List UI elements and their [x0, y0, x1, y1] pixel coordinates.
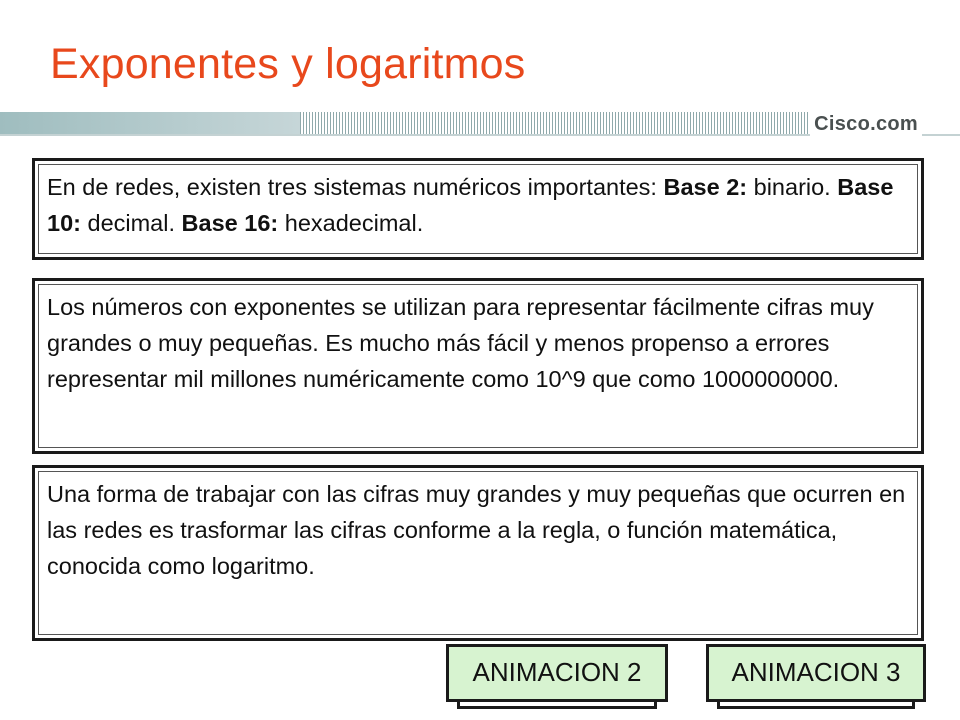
animacion-2-button[interactable]: ANIMACION 2	[446, 644, 668, 702]
number-systems-box	[32, 158, 924, 260]
base2-label: Base 2:	[663, 174, 748, 200]
number-systems-text	[38, 164, 918, 254]
header-band-solid	[0, 112, 300, 136]
base16-label: Base 16:	[181, 210, 279, 236]
header-band	[0, 112, 960, 136]
number-systems-intro: En de redes, existen tres sistemas numéricos importantes:	[47, 174, 664, 200]
base10-text: decimal.	[80, 210, 182, 236]
exponents-box	[32, 278, 924, 454]
animacion-3-button[interactable]: ANIMACION 3	[706, 644, 926, 702]
cisco-logo: Cisco.com	[810, 112, 922, 136]
logarithm-text: Una forma de trabajar con las cifras muy grandes y muy pequeñas que ocurren en las redes es trasformar las cifras conforme a la regla, o función matemática, conocida como logaritmo.	[38, 471, 918, 635]
base10-label: Base 10:	[47, 174, 894, 236]
slide-title: Exponentes y logaritmos	[50, 40, 526, 88]
base2-text: binario.	[747, 174, 838, 200]
logarithm-box	[32, 465, 924, 641]
header-band-stripes	[300, 112, 810, 136]
exponents-text: Los números con exponentes se utilizan para representar fácilmente cifras muy grandes o muy pequeñas. Es mucho más fácil y menos propenso a errores representar mil millones numéricamente como 10^9 que como 1000000000.	[38, 284, 918, 448]
base16-text: hexadecimal.	[278, 210, 424, 236]
